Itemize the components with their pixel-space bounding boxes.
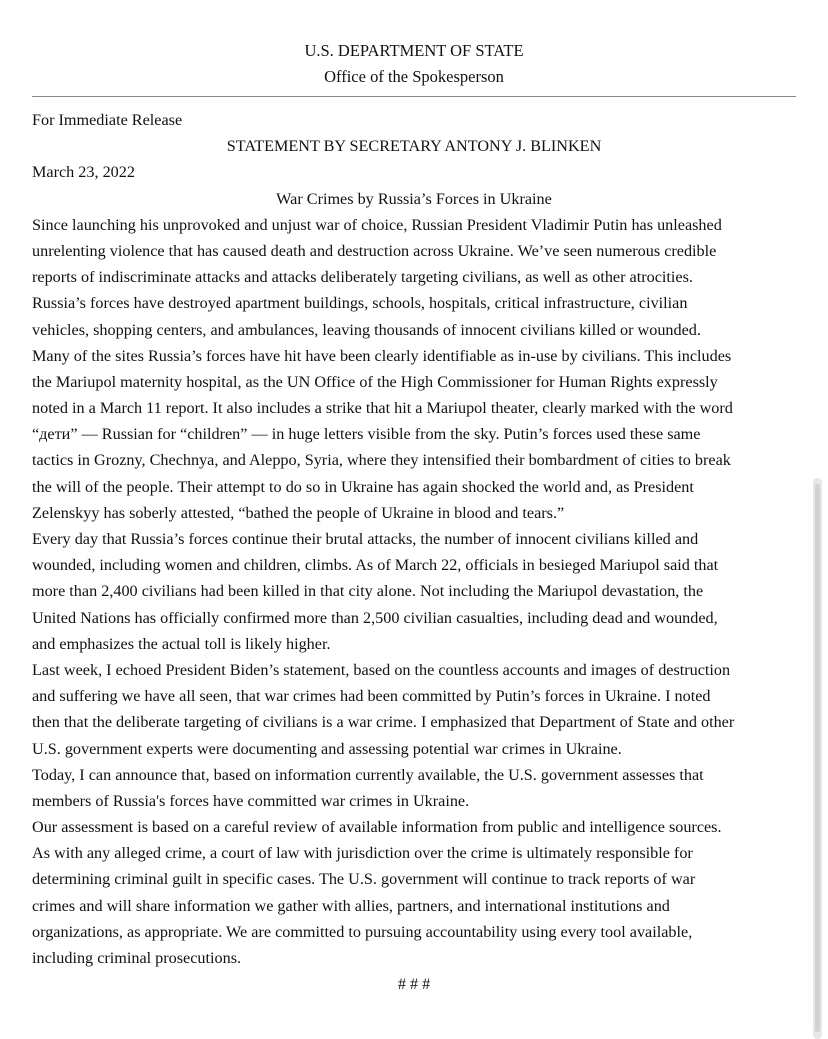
paragraph-3 [32, 657, 802, 762]
text-line: Russia’s forces have destroyed apartment buildings, schools, hospitals, critical infrastructure, civilian [32, 294, 688, 313]
text-line: including criminal prosecutions. [32, 949, 242, 967]
text-line: Since launching his unprovoked and unjust war of choice, Russian President Vladimir Putin has unleashed [32, 215, 722, 234]
text-line: “дети” — Russian for “children” — in huge letters visible from the sky. Putin’s forces used these same [32, 425, 701, 444]
document-body [32, 107, 802, 997]
paragraph-4 [32, 762, 802, 814]
text-line: and emphasizes the actual toll is likely higher. [32, 634, 331, 653]
text-line: determining criminal guilt in specific cases. The U.S. government will continue to track reports of war [32, 870, 696, 889]
text-line: then that the deliberate targeting of civilians is a war crime. I emphasized that Department of State and other [32, 713, 735, 732]
paragraph-2 [32, 526, 802, 657]
text-line: United Nations has officially confirmed more than 2,500 civilian casualties, including dead and wounded, [32, 608, 718, 627]
text-line: Our assessment is based on a careful review of available information from public and intelligence sources. [32, 818, 722, 837]
text-line: As with any alleged crime, a court of law with jurisdiction over the crime is ultimately responsible for [32, 844, 693, 863]
header-divider [32, 96, 796, 97]
text-line: unrelenting violence that has caused death and destruction across Ukraine. We’ve seen numerous credible [32, 241, 717, 260]
text-line: U.S. government experts were documenting and assessing potential war crimes in Ukraine. [32, 739, 622, 758]
text-line: crimes and will share information we gather with allies, partners, and international institutions and [32, 896, 670, 915]
text-line: the will of the people. Their attempt to do so in Ukraine has again shocked the world and, as President [32, 477, 694, 496]
text-line: Today, I can announce that, based on information currently available, the U.S. government assesses that [32, 765, 704, 784]
text-line: noted in a March 11 report. It also includes a strike that hit a Mariupol theater, clearly marked with the word [32, 399, 733, 418]
text-line: members of Russia's forces have committed war crimes in Ukraine. [32, 791, 470, 810]
text-line: the Mariupol maternity hospital, as the UN Office of the High Commissioner for Human Rights expressly [32, 372, 718, 391]
text-line: organizations, as appropriate. We are committed to pursuing accountability using every tool available, [32, 922, 693, 941]
text-line: wounded, including women and children, climbs. As of March 22, officials in besieged Mariupol said that [32, 556, 719, 575]
end-mark: # # # [397, 975, 431, 994]
department-name: U.S. DEPARTMENT OF STATE [304, 41, 524, 60]
text-line: tactics in Grozny, Chechnya, and Aleppo, Syria, where they intensified their bombardment of cities to break [32, 451, 731, 470]
office-name: Office of the Spokesperson [324, 67, 504, 86]
statement-title: STATEMENT BY SECRETARY ANTONY J. BLINKEN [226, 137, 602, 156]
text-line: and suffering we have all seen, that war crimes had been committed by Putin’s forces in Ukraine. I noted [32, 687, 711, 706]
paragraph-1 [32, 212, 802, 526]
text-line: vehicles, shopping centers, and ambulances, leaving thousands of innocent civilians killed or wounded. [32, 320, 701, 339]
release-date: March 23, 2022 [32, 163, 135, 182]
text-line: reports of indiscriminate attacks and attacks deliberately targeting civilians, as well as other atrocities. [32, 268, 693, 287]
text-line: Many of the sites Russia’s forces have hit have been clearly identifiable as in-use by civilians. This includes [32, 346, 732, 365]
text-line: Every day that Russia’s forces continue their brutal attacks, the number of innocent civilians killed and [32, 530, 699, 548]
release-label: For Immediate Release [32, 111, 183, 129]
text-line: Zelenskyy has soberly attested, “bathed the people of Ukraine in blood and tears.” [32, 503, 565, 522]
statement-subject: War Crimes by Russia’s Forces in Ukraine [276, 189, 552, 208]
text-line: more than 2,400 civilians had been killed in that city alone. Not including the Mariupol devastation, the [32, 582, 704, 601]
text-line: Last week, I echoed President Biden’s statement, based on the countless accounts and images of destruction [32, 660, 731, 679]
paragraph-5 [32, 814, 802, 971]
scrollbar-thumb[interactable] [815, 484, 820, 1032]
